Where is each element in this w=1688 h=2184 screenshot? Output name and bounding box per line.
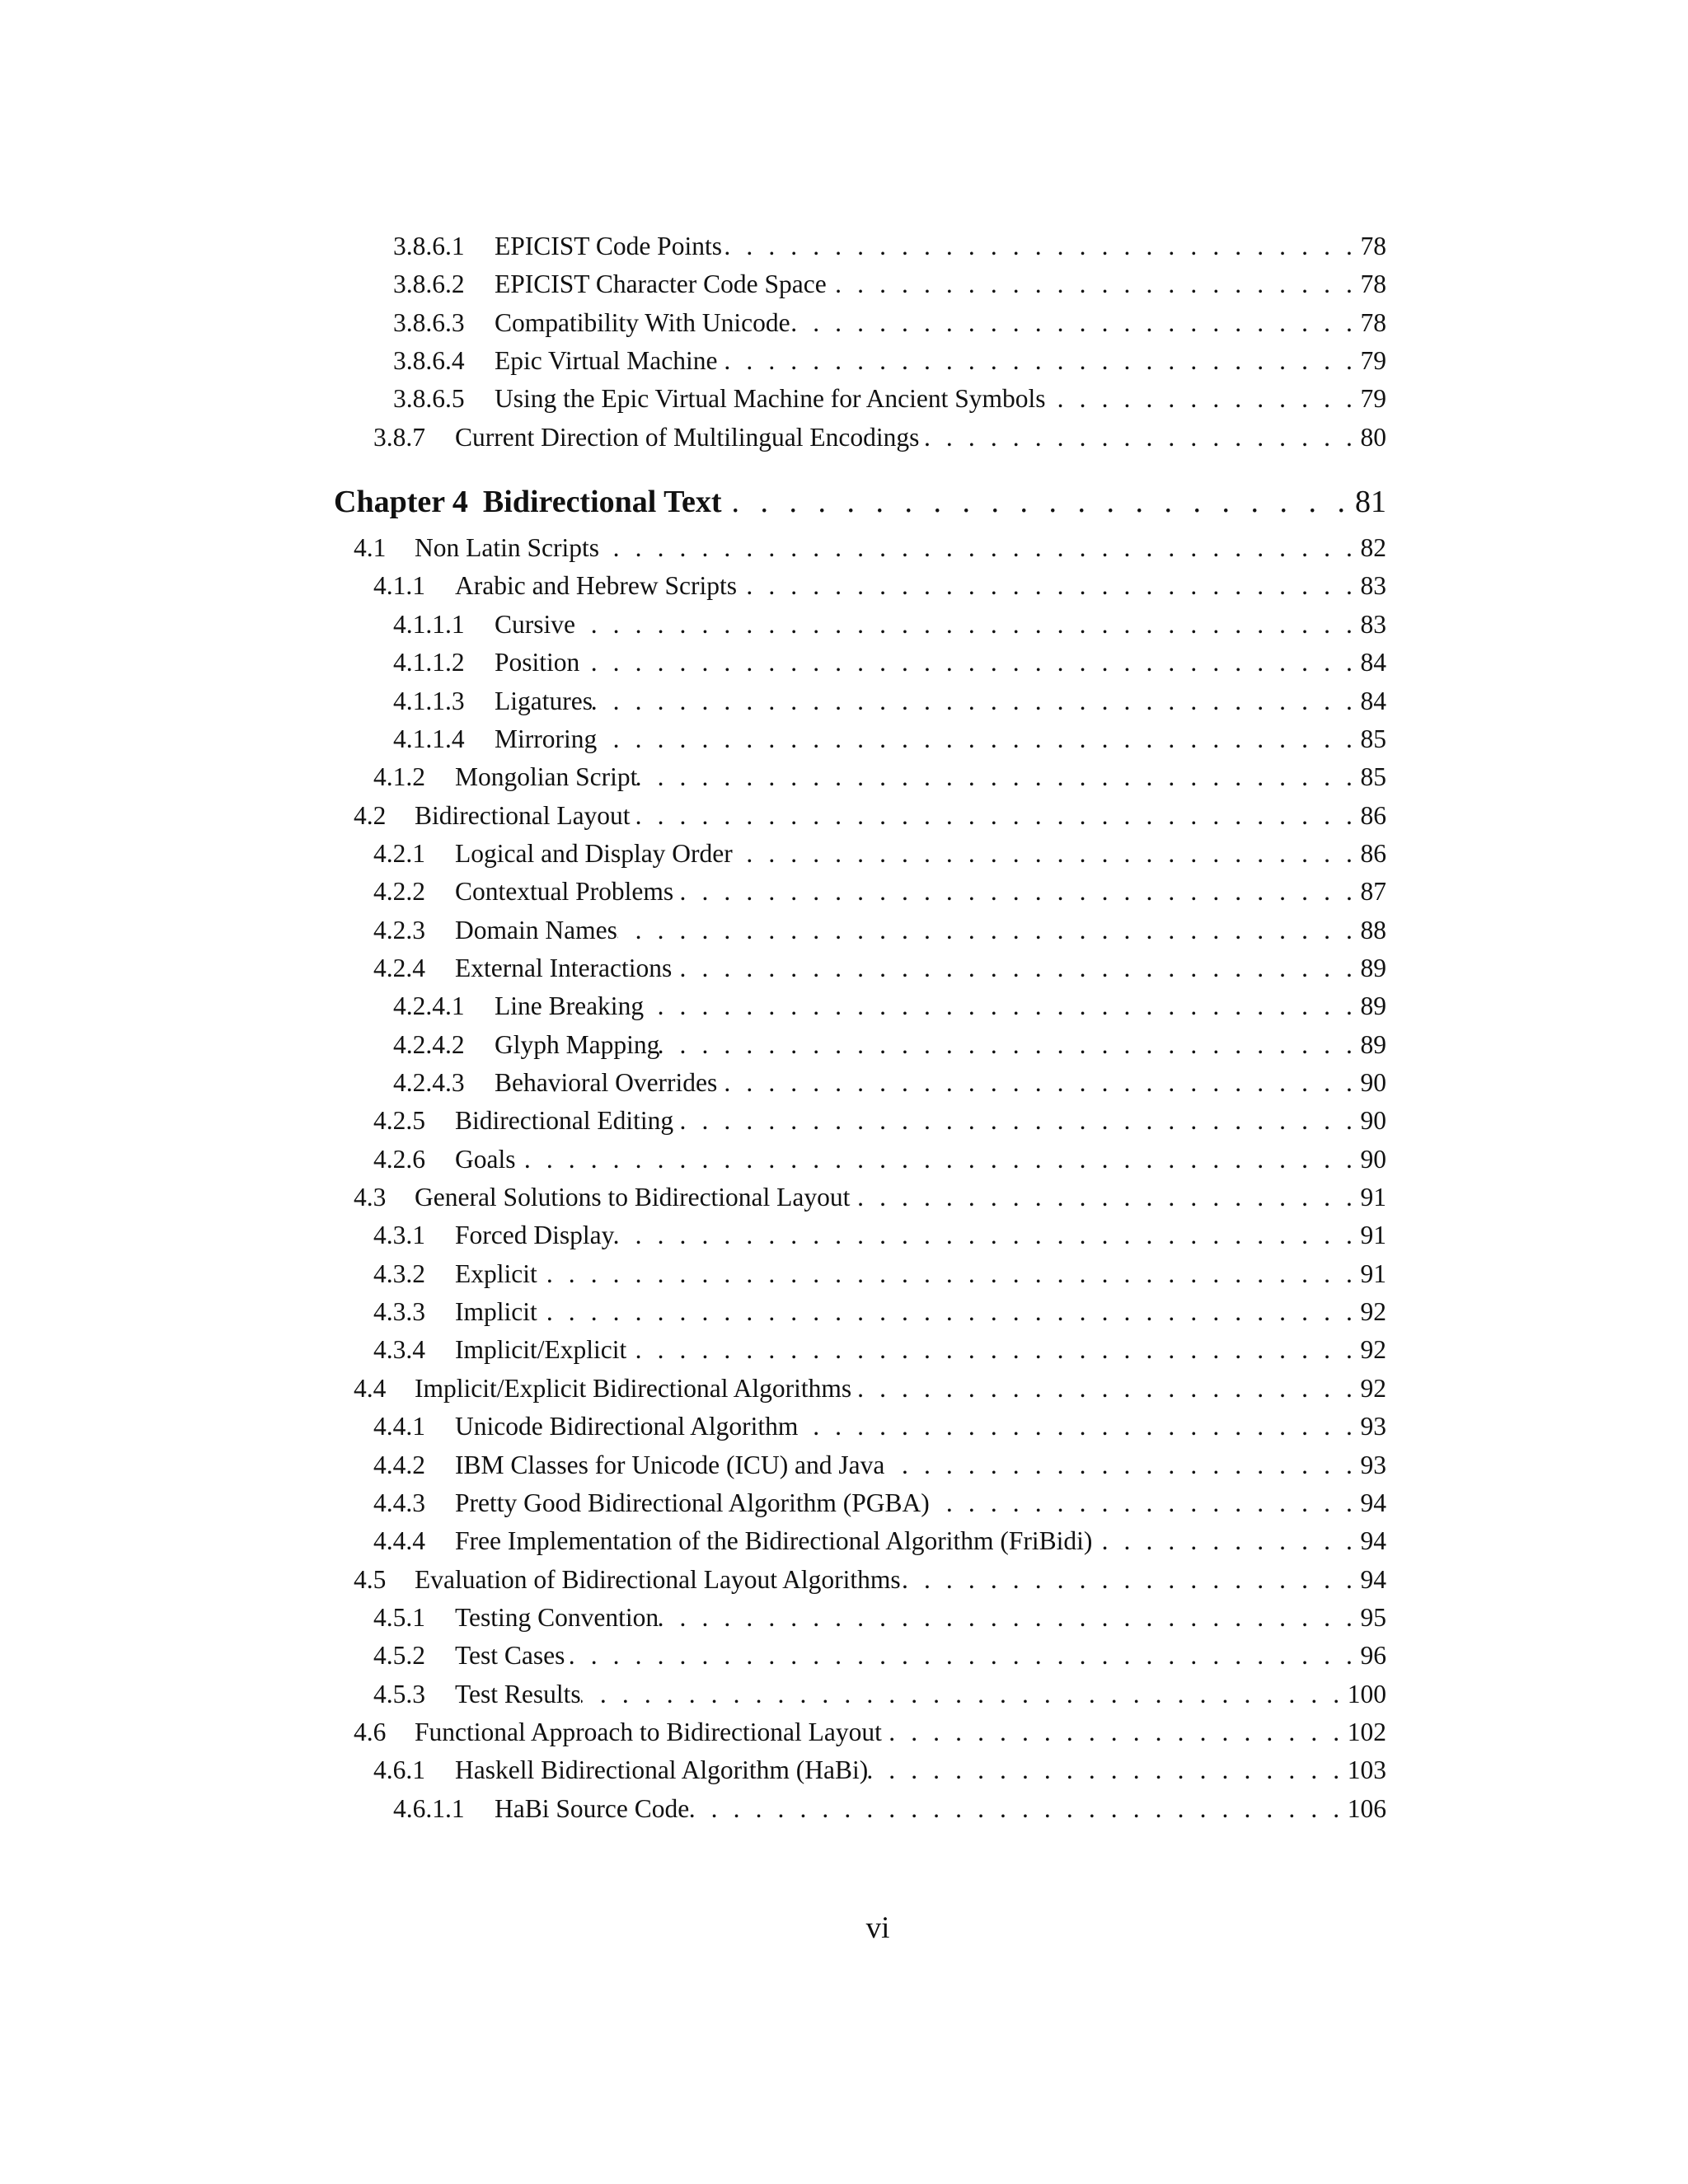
toc-entry-number: 4.4.2 <box>373 1450 425 1479</box>
toc-entry-number: 3.8.6.1 <box>393 232 465 260</box>
toc-entry[interactable] <box>0 1716 1386 1749</box>
toc-entry[interactable] <box>0 1066 1386 1099</box>
dot-leader <box>930 1487 1361 1520</box>
toc-entry-page: 83 <box>1360 571 1386 601</box>
toc-entry-page: 87 <box>1360 877 1386 907</box>
toc-entry-page: 82 <box>1360 533 1386 563</box>
dot-leader <box>722 480 1355 523</box>
toc-entry-page: 91 <box>1360 1258 1386 1288</box>
dot-leader <box>599 532 1361 565</box>
toc-entry-page: 90 <box>1360 1068 1386 1097</box>
toc-entry-page: 78 <box>1360 232 1386 260</box>
toc-entry[interactable] <box>0 1333 1386 1366</box>
dot-leader <box>1046 382 1361 415</box>
toc-entry-number: 4.2.1 <box>373 838 425 868</box>
toc-entry-title: Test Results <box>455 1679 581 1708</box>
toc-entry-title: Pretty Good Bidirectional Algorithm (PGBA) <box>455 1488 930 1517</box>
toc-entry-page: 79 <box>1360 346 1386 376</box>
toc-entry-number: 4.2 <box>354 800 387 830</box>
dot-leader <box>672 952 1360 985</box>
dot-leader <box>673 1104 1360 1137</box>
dot-leader <box>537 1296 1361 1329</box>
dot-leader <box>626 1333 1360 1366</box>
toc-entry-number: 3.8.6.2 <box>393 269 465 299</box>
toc-entry-number: 4.6.1.1 <box>393 1793 465 1823</box>
toc-entry-number: Chapter 4 <box>334 485 468 520</box>
toc-entry[interactable] <box>0 952 1386 985</box>
toc-entry[interactable] <box>0 799 1386 832</box>
toc-entry-title: Position <box>495 648 580 677</box>
toc-entry-title: IBM Classes for Unicode (ICU) and Java <box>455 1450 885 1479</box>
toc-entry-title: Arabic and Hebrew Scripts <box>455 571 738 601</box>
toc-entry-page: 96 <box>1360 1641 1386 1671</box>
dot-leader <box>717 1066 1360 1099</box>
toc-entry[interactable] <box>0 268 1386 301</box>
toc-entry-title: Unicode Bidirectional Algorithm <box>455 1412 799 1441</box>
toc-entry[interactable] <box>0 569 1386 602</box>
toc-entry-title: Testing Convention <box>455 1602 659 1632</box>
toc-entry[interactable] <box>0 382 1386 415</box>
toc-entry-title: EPICIST Code Points <box>495 232 722 260</box>
toc-entry-title: Behavioral Overrides <box>495 1068 718 1097</box>
dot-leader <box>717 344 1360 377</box>
toc-entry[interactable] <box>0 1372 1386 1405</box>
toc-entry[interactable] <box>0 1525 1386 1558</box>
toc-entry-title: Line Breaking <box>495 991 645 1021</box>
toc-entry[interactable] <box>0 307 1386 340</box>
toc-entry-page: 93 <box>1360 1450 1386 1479</box>
dot-leader <box>659 1601 1360 1634</box>
toc-entry-page: 88 <box>1360 915 1386 944</box>
toc-entry-number: 4.4 <box>354 1373 387 1403</box>
toc-entry-page: 103 <box>1347 1755 1386 1785</box>
toc-entry[interactable] <box>0 723 1386 756</box>
toc-entry-number: 4.5 <box>354 1564 387 1594</box>
toc-entry[interactable] <box>0 1754 1386 1787</box>
toc-entry-title: Mongolian Script <box>455 762 638 792</box>
toc-entry-number: 4.4.1 <box>373 1412 425 1441</box>
toc-entry-number: 4.1.1.4 <box>393 724 465 753</box>
toc-entry-page: 86 <box>1360 838 1386 868</box>
dot-leader <box>537 1258 1361 1291</box>
toc-entry-page: 91 <box>1360 1221 1386 1250</box>
dot-leader <box>579 646 1360 679</box>
toc-entry-title: Logical and Display Order <box>455 838 733 868</box>
toc-entry-title: Evaluation of Bidirectional Layout Algorithms <box>415 1564 901 1594</box>
toc-entry-number: 4.1.1.1 <box>393 609 465 639</box>
dot-leader <box>575 608 1361 641</box>
toc-entry-page: 78 <box>1360 269 1386 299</box>
dot-leader <box>617 914 1361 947</box>
toc-entry-number: 3.8.6.3 <box>393 307 465 337</box>
dot-leader <box>565 1639 1360 1672</box>
toc-entry-page: 86 <box>1360 800 1386 830</box>
toc-entry[interactable] <box>0 1029 1386 1062</box>
toc-entry[interactable] <box>0 1678 1386 1711</box>
toc-entry-title: Cursive <box>495 609 575 639</box>
dot-leader <box>722 230 1361 263</box>
toc-entry[interactable] <box>0 1449 1386 1482</box>
toc-entry-title: Bidirectional Layout <box>415 800 631 830</box>
toc-entry-page: 79 <box>1360 384 1386 414</box>
toc-entry-page: 95 <box>1360 1602 1386 1632</box>
toc-entry-number: 4.5.1 <box>373 1602 425 1632</box>
toc-entry-page: 100 <box>1347 1679 1386 1708</box>
toc-entry-title: HaBi Source Code <box>495 1793 690 1823</box>
toc-entry-page: 92 <box>1360 1373 1386 1403</box>
dot-leader <box>827 268 1361 301</box>
toc-entry-title: Mirroring <box>495 724 598 753</box>
dot-leader <box>790 307 1361 340</box>
dot-leader <box>733 837 1361 870</box>
toc-entry-page: 93 <box>1360 1412 1386 1441</box>
toc-entry-number: 4.2.5 <box>373 1106 425 1136</box>
dot-leader <box>851 1372 1360 1405</box>
toc-entry-title: Explicit <box>455 1258 537 1288</box>
toc-entry-title: General Solutions to Bidirectional Layout <box>415 1183 851 1212</box>
toc-entry[interactable] <box>0 1258 1386 1291</box>
dot-leader <box>593 685 1361 718</box>
toc-entry-title: Current Direction of Multilingual Encodings <box>455 422 920 452</box>
toc-entry[interactable] <box>0 1219 1386 1252</box>
toc-entry-page: 81 <box>1355 485 1386 520</box>
toc-entry-page: 92 <box>1360 1335 1386 1365</box>
dot-leader <box>884 1449 1360 1482</box>
toc-entry[interactable] <box>0 1143 1386 1176</box>
toc-entry[interactable] <box>0 685 1386 718</box>
toc-entry-number: 4.1.1 <box>373 571 425 601</box>
toc-entry-page: 94 <box>1360 1488 1386 1517</box>
toc-entry-title: Contextual Problems <box>455 877 674 907</box>
toc-entry-title: Epic Virtual Machine <box>495 346 718 376</box>
toc-entry[interactable] <box>0 1104 1386 1137</box>
toc-entry-title: Bidirectional Editing <box>455 1106 674 1136</box>
toc-entry-title: Implicit/Explicit Bidirectional Algorithms <box>415 1373 852 1403</box>
toc-chapter-heading[interactable] <box>0 480 1386 523</box>
toc-entry-number: 4.6 <box>354 1717 387 1746</box>
toc-entry-page: 94 <box>1360 1564 1386 1594</box>
toc-entry-title: Ligatures <box>495 686 593 715</box>
toc-entry-number: 4.2.3 <box>373 915 425 944</box>
toc-entry-title: Haskell Bidirectional Algorithm (HaBi) <box>455 1755 869 1785</box>
toc-entry-number: 4.4.3 <box>373 1488 425 1517</box>
toc-entry-title: Bidirectional Text <box>482 485 722 520</box>
toc-entry-number: 4.1 <box>354 533 387 563</box>
toc-entry[interactable] <box>0 608 1386 641</box>
toc-entry-title: Compatibility With Unicode <box>495 307 790 337</box>
toc-entry-title: Using the Epic Virtual Machine for Ancient Symbols <box>495 384 1046 414</box>
toc-entry-number: 4.3.1 <box>373 1221 425 1250</box>
dot-leader <box>516 1143 1361 1176</box>
toc-entry-page: 91 <box>1360 1183 1386 1212</box>
toc-entry[interactable] <box>0 990 1386 1023</box>
toc-entry[interactable] <box>0 1487 1386 1520</box>
toc-entry-number: 4.6.1 <box>373 1755 425 1785</box>
toc-entry-page: 84 <box>1360 648 1386 677</box>
toc-entry[interactable] <box>0 646 1386 679</box>
toc-entry[interactable] <box>0 914 1386 947</box>
toc-entry-number: 3.8.6.5 <box>393 384 465 414</box>
toc-entry-number: 4.2.4 <box>373 953 425 982</box>
toc-entry-number: 4.2.4.3 <box>393 1068 465 1097</box>
dot-leader <box>689 1793 1348 1825</box>
toc-entry-number: 3.8.7 <box>373 422 425 452</box>
dot-leader <box>659 1029 1360 1062</box>
toc-entry[interactable] <box>0 421 1386 454</box>
toc-entry-number: 4.3.2 <box>373 1258 425 1288</box>
toc-entry-number: 4.1.1.2 <box>393 648 465 677</box>
toc-entry[interactable] <box>0 1793 1386 1825</box>
toc-entry[interactable] <box>0 230 1386 263</box>
toc-entry-page: 78 <box>1360 307 1386 337</box>
dot-leader <box>882 1716 1348 1749</box>
toc-entry-page: 83 <box>1360 609 1386 639</box>
toc-entry-title: Test Cases <box>455 1641 565 1671</box>
dot-leader <box>1092 1525 1360 1558</box>
toc-entry[interactable] <box>0 875 1386 908</box>
toc-entry-page: 89 <box>1360 953 1386 982</box>
toc-entry-title: Implicit/Explicit <box>455 1335 627 1365</box>
dot-leader <box>631 799 1361 832</box>
toc-entry[interactable] <box>0 1601 1386 1634</box>
toc-entry-page: 85 <box>1360 724 1386 753</box>
toc-entry-title: Implicit <box>455 1297 537 1327</box>
toc-entry-page: 85 <box>1360 762 1386 792</box>
toc-entry-number: 4.2.4.1 <box>393 991 465 1021</box>
dot-leader <box>901 1563 1361 1596</box>
toc-entry-page: 102 <box>1347 1717 1386 1746</box>
dot-leader <box>673 875 1360 908</box>
toc-entry-number: 4.1.2 <box>373 762 425 792</box>
toc-entry[interactable] <box>0 1296 1386 1329</box>
toc-entry[interactable] <box>0 1410 1386 1443</box>
toc-entry-title: Domain Names <box>455 915 617 944</box>
toc-entry[interactable] <box>0 1639 1386 1672</box>
dot-leader <box>637 761 1360 794</box>
toc-entry-page: 89 <box>1360 991 1386 1021</box>
toc-entry-number: 4.1.1.3 <box>393 686 465 715</box>
toc-entry[interactable] <box>0 344 1386 377</box>
toc-entry-number: 4.2.6 <box>373 1144 425 1174</box>
toc-entry-title: Non Latin Scripts <box>415 533 599 563</box>
toc-entry[interactable] <box>0 532 1386 565</box>
toc-entry-number: 4.2.2 <box>373 877 425 907</box>
toc-entry-number: 4.5.3 <box>373 1679 425 1708</box>
toc-entry-page: 94 <box>1360 1526 1386 1556</box>
toc-entry[interactable] <box>0 1563 1386 1596</box>
toc-entry-page: 90 <box>1360 1106 1386 1136</box>
toc-entry[interactable] <box>0 1181 1386 1214</box>
toc-entry-number: 4.3.4 <box>373 1335 425 1365</box>
toc-entry-number: 3.8.6.4 <box>393 346 465 376</box>
toc-entry-page: 84 <box>1360 686 1386 715</box>
dot-leader <box>581 1678 1348 1711</box>
toc-entry-page: 89 <box>1360 1029 1386 1059</box>
dot-leader <box>597 723 1360 756</box>
dot-leader <box>798 1410 1360 1443</box>
toc-entry-title: Forced Display <box>455 1221 615 1250</box>
toc-entry[interactable] <box>0 761 1386 794</box>
toc-entry-number: 4.3.3 <box>373 1297 425 1327</box>
toc-entry-title: EPICIST Character Code Space <box>495 269 827 299</box>
toc-entry-title: Glyph Mapping <box>495 1029 660 1059</box>
toc-entry-number: 4.2.4.2 <box>393 1029 465 1059</box>
dot-leader <box>614 1219 1360 1252</box>
toc-entry-page: 106 <box>1347 1793 1386 1823</box>
toc-entry[interactable] <box>0 837 1386 870</box>
toc-entry-page: 90 <box>1360 1144 1386 1174</box>
dot-leader <box>850 1181 1360 1214</box>
page-number: vi <box>865 1911 890 1945</box>
toc-entry-title: Goals <box>455 1144 516 1174</box>
toc-entry-title: Free Implementation of the Bidirectional Algorithm (FriBidi) <box>455 1526 1093 1556</box>
dot-leader <box>868 1754 1347 1787</box>
toc-entry-number: 4.3 <box>354 1183 387 1212</box>
dot-leader <box>737 569 1360 602</box>
toc-entry-number: 4.5.2 <box>373 1641 425 1671</box>
dot-leader <box>644 990 1360 1023</box>
toc-entry-title: Functional Approach to Bidirectional Layout <box>415 1717 882 1746</box>
toc-entry-number: 4.4.4 <box>373 1526 425 1556</box>
toc-entry-page: 92 <box>1360 1297 1386 1327</box>
toc-entry-page: 80 <box>1360 422 1386 452</box>
dot-leader <box>919 421 1360 454</box>
toc-entry-title: External Interactions <box>455 953 673 982</box>
